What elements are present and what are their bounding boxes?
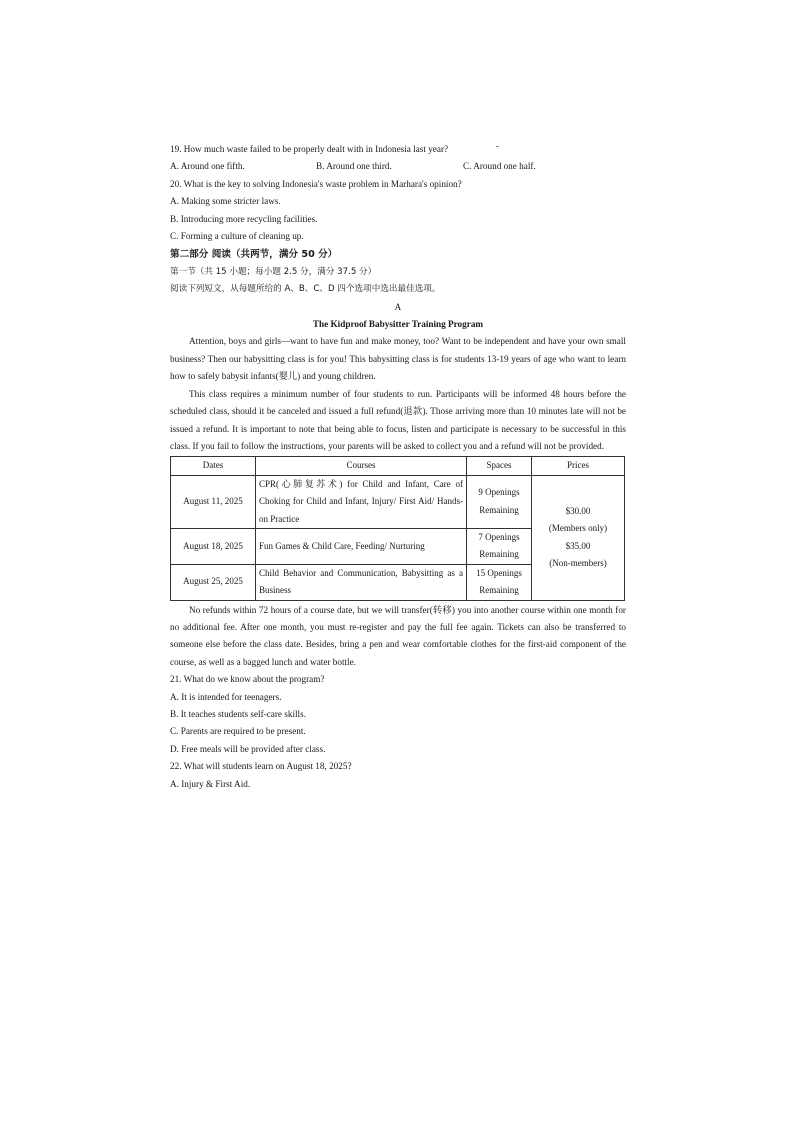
- section1-heading: 第一节（共 15 小题；每小题 2.5 分，满分 37.5 分）: [170, 266, 377, 277]
- row1-remaining: Remaining: [479, 504, 519, 515]
- price-nonmember: $35.00: [565, 540, 591, 551]
- passage-paragraph-1: Attention, boys and girls—want to have fun and make money, too? Want to be independent and have your own small business? Then our babysitting class is for you! This babysitting class is for students 13-19 years of age who want to learn how to safely babysit infants(婴儿) and young children.: [170, 336, 626, 382]
- header-courses: Courses: [256, 457, 467, 475]
- part2-title: 第二部分 阅读（共两节，满分 50 分）: [170, 249, 338, 261]
- q19-option-c: C. Around one half.: [463, 161, 536, 172]
- q20-option-b: B. Introducing more recycling facilities.: [170, 213, 318, 224]
- row1-openings: 9 Openings: [478, 487, 520, 498]
- row2-course: Fun Games & Child Care, Feeding/ Nurturing: [256, 528, 467, 564]
- row1-spaces: [467, 475, 532, 528]
- row2-remaining: Remaining: [479, 549, 519, 560]
- row3-remaining: Remaining: [479, 585, 519, 596]
- q21-option-c: C. Parents are required to be present.: [170, 726, 306, 737]
- q19-option-a: A. Around one fifth.: [170, 161, 245, 172]
- price-member: $30.00: [565, 505, 591, 516]
- row2-spaces: [467, 528, 532, 564]
- row2-openings: 7 Openings: [478, 531, 520, 542]
- passage-paragraph-2: This class requires a minimum number of four students to run. Participants will be informed 48 hours before the scheduled class, should it be canceled and issued a full refund(退款). Those arriving more than 10 minutes late will not be issued a refund. It is important to note that being able to focus, listen and participate is necessary to be successful in this class. If you fail to follow the instructions, your parents will be asked to collect you and a refund will not be provided.: [170, 388, 626, 451]
- reading-instruction: 阅读下列短文，从每题所给的 A、B、C、D 四个选项中选出最佳选项。: [170, 284, 441, 295]
- row3-date: August 25, 2025: [171, 564, 256, 600]
- q19-option-b: B. Around one third.: [316, 161, 392, 172]
- q21-option-a: A. It is intended for teenagers.: [170, 691, 282, 702]
- row2-date: August 18, 2025: [171, 528, 256, 564]
- table-row: [171, 475, 625, 528]
- exam-page: [170, 141, 626, 793]
- header-prices: Prices: [532, 457, 625, 475]
- header-spaces: Spaces: [467, 457, 532, 475]
- row3-openings: 15 Openings: [476, 567, 522, 578]
- row1-course: CPR(心肺复苏术) for Child and Infant, Care of Choking for Child and Infant, Injury/ First Aid/ Hands-on Practice: [256, 475, 467, 528]
- row3-spaces: [467, 564, 532, 600]
- price-member-note: (Members only): [548, 523, 608, 534]
- passage-letter: A: [394, 301, 402, 312]
- q22-stem: 22. What will students learn on August 18, 2025?: [170, 761, 352, 772]
- passage-title: The Kidproof Babysitter Training Program: [312, 319, 484, 330]
- q20-option-c: C. Forming a culture of cleaning up.: [170, 231, 304, 242]
- q20-stem: 20. What is the key to solving Indonesia's waste problem in Marhara's opinion?: [170, 178, 462, 189]
- q21-option-b: B. It teaches students self-care skills.: [170, 709, 306, 719]
- header-dates: Dates: [171, 457, 256, 475]
- q21-option-d: D. Free meals will be provided after class.: [170, 743, 326, 754]
- row3-course: Child Behavior and Communication, Babysitting as a Business: [256, 564, 467, 600]
- q22-option-a: A. Injury & First Aid.: [170, 778, 251, 789]
- course-table: [170, 456, 625, 600]
- q19-stem: 19. How much waste failed to be properly dealt with in Indonesia last year?: [170, 144, 449, 154]
- q21-stem: 21. What do we know about the program?: [170, 674, 325, 685]
- price-nonmember-note: (Non-members): [549, 558, 607, 569]
- table-header-row: [171, 457, 625, 475]
- row1-date: August 11, 2025: [171, 475, 256, 528]
- passage-paragraph-3: No refunds within 72 hours of a course date, but we will transfer(转移) you into another course within one month for no additional fee. After one month, you must re-register and pay the full fee again. Tickets can also be transferred to someone else before the class date. Besides, bring a pen and wear comfortable clothes for the first-aid component of the course, as well as a bagged lunch and water bottle.: [170, 604, 626, 667]
- q20-option-a: A. Making some stricter laws.: [170, 196, 281, 207]
- price-cell: [532, 475, 625, 600]
- q19-options: [170, 158, 626, 175]
